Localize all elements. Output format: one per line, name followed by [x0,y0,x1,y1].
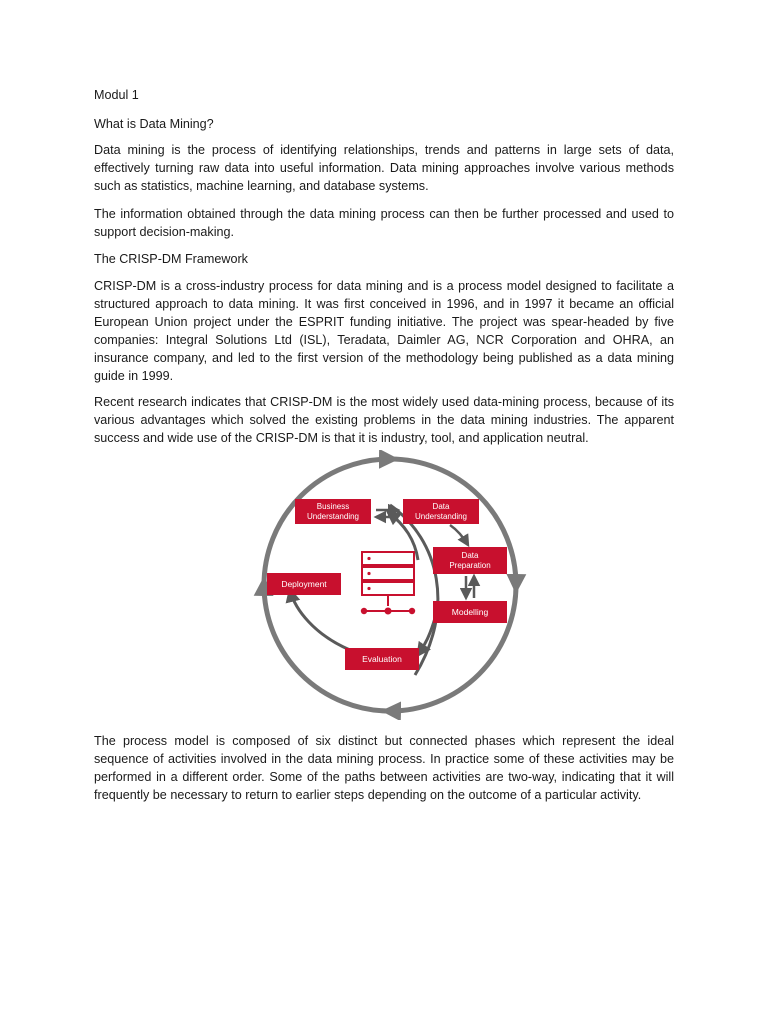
phase-data-preparation [433,547,507,574]
paragraph-4-text: Recent research indicates that CRISP-DM is the most widely used data-mining process, because of its various advantages which solved the existing problems in the data mining industries. The apparent success and wide use of the CRISP-DM is that it is industry, tool, and application neutral. [94,395,674,445]
modelling-label: Modelling [451,607,489,617]
paragraph-1-text: Data mining is the process of identifying relationships, trends and patterns in large sets of data, effectively turning raw data into useful information. Data mining approaches involve various methods such as statistics, machine learning, and database systems. [94,143,674,193]
module-title: Modul 1 [94,88,139,102]
inner-arrow-eval-to-deploy [290,590,350,650]
data-prep-line2: Preparation [449,561,491,570]
paragraph-2-text: The information obtained through the data mining process can then be further processed and used to support decision-making. [94,207,674,239]
paragraph-2 [94,205,674,241]
database-stack-icon [361,552,415,615]
section-heading: The CRISP-DM Framework [94,252,248,266]
crisp-dm-diagram [240,450,540,720]
paragraph-1 [94,141,674,195]
doc-title [94,86,674,104]
arrow-data-to-prep [450,525,468,545]
paragraph-3 [94,277,674,385]
data-prep-line1: Data [461,551,479,560]
phase-deployment [267,573,341,595]
business-label-line2: Understanding [306,512,360,521]
question-heading: What is Data Mining? [94,117,214,131]
phase-business-understanding [295,499,371,524]
deployment-label: Deployment [281,579,327,589]
phase-modelling [433,601,507,623]
data-understanding-line2: Understanding [414,512,468,521]
paragraph-5-text: The process model is composed of six distinct but connected phases which represent the ideal sequence of activities involved in the data mining process. In practice some of these activities may be performed in a different order. Some of the paths between activities are two-way, indicating that it will frequently be necessary to return to earlier steps depending on the outcome of a particular activity. [94,734,674,802]
phase-data-understanding [403,499,479,524]
paragraph-4 [94,393,674,447]
business-label-line1: Business [316,502,350,511]
phase-evaluation [345,648,419,670]
paragraph-5 [94,732,674,804]
question-block [94,115,674,133]
paragraph-3-text: CRISP-DM is a cross-industry process for data mining and is a process model designed to facilitate a structured approach to data mining. It was first conceived in 1996, and in 1997 it became an official European Union project under the ESPRIT funding initiative. The project was spear-headed by five companies: Integral Solutions Ltd (ISL), Teradata, Daimler AG, NCR Corporation and OHRA, an insurance company, and led to the first version of the methodology being published as a data mining guide in 1999. [94,279,674,383]
evaluation-label: Evaluation [362,654,402,664]
section-heading-block [94,250,674,268]
data-understanding-line1: Data [432,502,450,511]
